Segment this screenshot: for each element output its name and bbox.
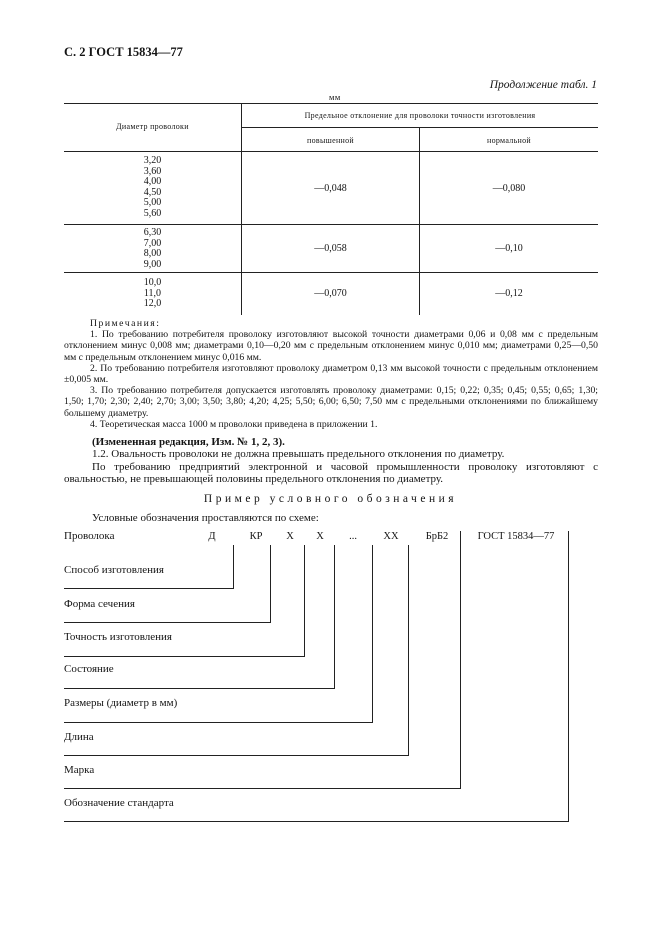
scheme-code-length: ХХ (383, 531, 399, 542)
note-item: 3. По требованию потребителя допускается изготовлять проволоку диаметрами: 0,15; 0,22; 0,35; 0,45; 0,55; 0,65; 1,30; 1,50; 1,70; 2,30; 2,40; 2,70; 3,00; 3,50; 3,80; 4,20; 4,25; 5,50; 6,00; 6,50; 7,50 мм с предельными отклонениями по ближайшему большему диаметру. (64, 385, 598, 419)
table-continuation-label: Продолжение табл. 1 (489, 79, 597, 91)
scheme-line (64, 622, 271, 623)
scheme-label-standard: Обозначение стандарта (64, 797, 174, 809)
col-header-diameter: Диаметр проволоки (116, 122, 189, 131)
size-value: 5,60 (143, 207, 162, 219)
amendment-note: (Измененная редакция, Изм. № 1, 2, 3). (92, 436, 285, 448)
scheme-code-state: Х (316, 531, 324, 542)
scheme-label-state: Состояние (64, 663, 114, 675)
table-top-rule (64, 103, 598, 104)
paragraph-1-2: 1.2. Овальность проволоки не должна превышать предельного отклонения по диаметру. (92, 448, 505, 460)
scheme-line (64, 722, 373, 723)
ovality-section (64, 448, 598, 486)
scheme-line (64, 755, 409, 756)
scheme-label-length: Длина (64, 731, 94, 743)
size-value: 9,00 (143, 258, 162, 270)
scheme-label-method: Способ изготовления (64, 564, 164, 576)
scheme-code-accuracy: Х (286, 531, 294, 542)
size-value: 3,20 (143, 155, 162, 166)
size-value: 7,00 (143, 237, 162, 249)
scheme-line (233, 545, 234, 588)
normal-deviation-3: —0,12 (495, 288, 523, 299)
table-group-rule-1 (64, 224, 598, 225)
table-row-sizes-2 (64, 228, 241, 270)
size-value: 6,30 (143, 227, 162, 238)
col-header-normal: нормальной (487, 136, 531, 145)
notes-title: Примечания: (90, 318, 161, 329)
scheme-line (460, 531, 461, 788)
size-value: 11,0 (143, 287, 162, 299)
table-col-divider-2 (419, 127, 420, 315)
normal-deviation-2: —0,10 (495, 243, 523, 254)
high-deviation-3: —0,070 (314, 288, 347, 299)
example-intro: Условные обозначения проставляются по схеме: (92, 512, 319, 524)
scheme-label-grade: Марка (64, 764, 95, 776)
paragraph-ovality: По требованию предприятий электронной и часовой промышленности проволоку изготовляют с овальностью, не превышающей половины предельного отклонения по диаметру. (64, 460, 598, 485)
scheme-line (334, 545, 335, 688)
size-value: 12,0 (143, 298, 162, 309)
col-header-deviation: Предельное отклонение для проволоки точности изготовления (304, 111, 536, 120)
scheme-line (64, 656, 305, 657)
table-header-bottom-rule (64, 151, 598, 152)
table-group-rule-2 (64, 272, 598, 273)
example-title: Пример условного обозначения (203, 493, 458, 505)
scheme-first-label: Проволока (64, 530, 115, 542)
scheme-code-size: ... (349, 531, 357, 542)
scheme-label-size: Размеры (диаметр в мм) (64, 697, 178, 709)
scheme-label-accuracy: Точность изготовления (64, 631, 172, 643)
table-row-sizes-3 (64, 278, 241, 310)
high-deviation-2: —0,058 (314, 243, 347, 254)
scheme-label-shape: Форма сечения (64, 598, 135, 610)
normal-deviation-1: —0,080 (492, 183, 526, 194)
size-value: 4,00 (143, 176, 162, 187)
note-item: 4. Теоретическая масса 1000 м проволоки приведена в приложении 1. (90, 418, 378, 430)
size-value: 5,00 (143, 197, 162, 208)
high-deviation-1: —0,048 (314, 183, 347, 194)
page-header: С. 2 ГОСТ 15834—77 (64, 45, 183, 59)
table-notes (64, 318, 598, 430)
size-value: 4,50 (143, 186, 162, 198)
note-item: 1. По требованию потребителя проволоку изготовляют высокой точности диаметрами 0,06 и 0,08 мм с предельным отклонением минус 0,008 мм; диаметрами 0,10—0,20 мм с предельным отклонением минус 0,010 мм; диаметрами 0,25—0,50 мм с предельным отклонением минус 0,016 мм. (64, 329, 598, 363)
size-value: 10,0 (143, 277, 162, 288)
scheme-line (372, 545, 373, 722)
scheme-code-method: Д (208, 531, 216, 542)
scheme-line (304, 545, 305, 656)
scheme-line (270, 545, 271, 622)
scheme-line (64, 588, 234, 589)
scheme-line (568, 531, 569, 821)
scheme-line (64, 688, 335, 689)
size-value: 3,60 (143, 165, 162, 177)
scheme-code-standard: ГОСТ 15834—77 (477, 531, 555, 542)
col-header-high: повышенной (307, 136, 354, 145)
scheme-line (408, 545, 409, 755)
scheme-code-shape: КР (249, 531, 263, 542)
table-col-divider-1 (241, 103, 242, 315)
deviation-table (64, 103, 598, 315)
scheme-code-grade: БрБ2 (425, 531, 449, 542)
scheme-line (64, 821, 569, 822)
scheme-line (64, 788, 461, 789)
note-item: 2. По требованию потребителя изготовляют проволоку диаметром 0,13 мм высокой точности с предельным отклонением ±0,005 мм. (64, 362, 598, 386)
unit-label: мм (329, 92, 341, 102)
table-row-sizes-1 (64, 156, 241, 219)
size-value: 8,00 (143, 248, 162, 259)
